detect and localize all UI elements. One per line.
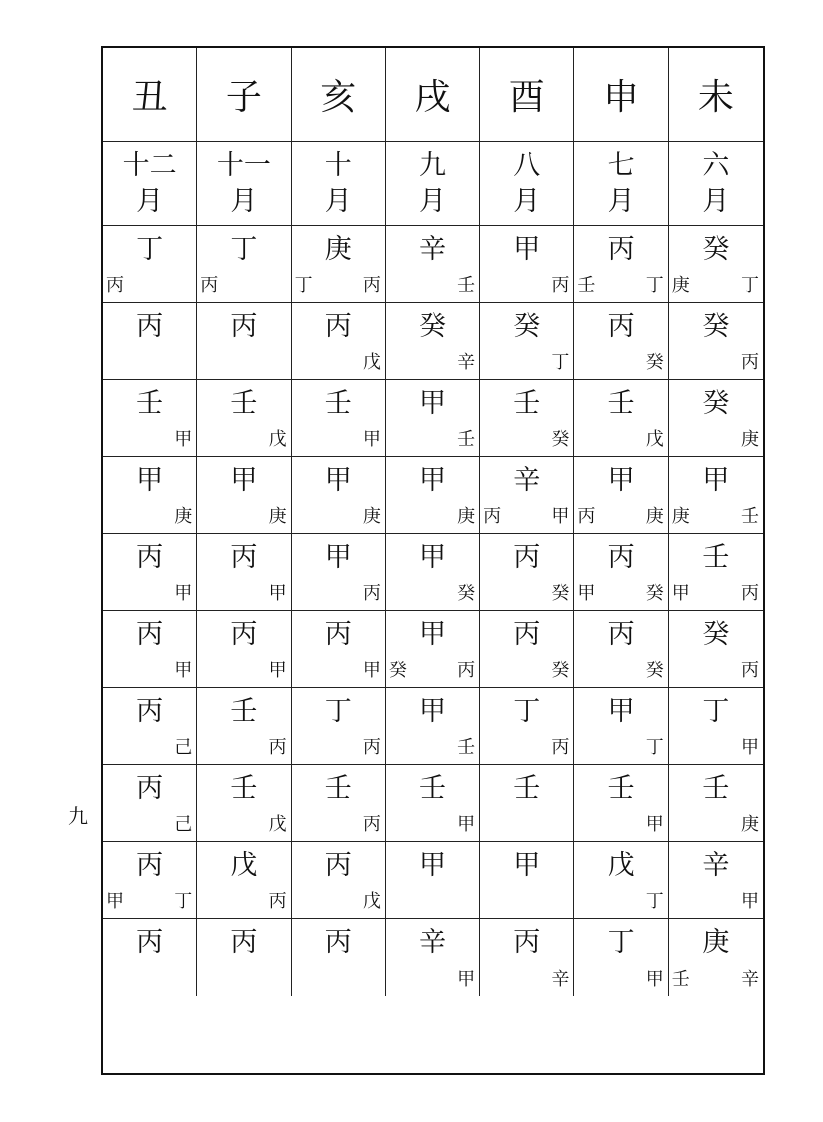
month-label: 十二 月 <box>103 142 197 226</box>
sub-stem-left: 甲 <box>577 583 596 604</box>
sub-stem-right: 丙 <box>740 660 759 681</box>
main-stem: 丙 <box>136 311 164 342</box>
main-stem: 癸 <box>702 234 730 265</box>
stem-cell <box>669 765 763 842</box>
main-stem: 甲 <box>418 465 446 496</box>
sub-stem-right: 癸 <box>551 583 570 604</box>
stem-cell <box>574 688 668 765</box>
branch-header: 亥 <box>292 48 386 142</box>
stem-cell <box>480 457 574 534</box>
sub-stem-right: 丙 <box>362 583 381 604</box>
stem-cell <box>574 765 668 842</box>
stem-cell <box>480 919 574 996</box>
sub-stem-left: 丁 <box>294 275 313 296</box>
stem-cell <box>386 842 480 919</box>
main-stem: 丙 <box>324 619 352 650</box>
stem-cell <box>669 380 763 457</box>
main-stem: 癸 <box>702 311 730 342</box>
stem-cell <box>197 842 291 919</box>
stem-cell <box>480 688 574 765</box>
sub-stem-right: 庚 <box>740 429 759 450</box>
main-stem: 甲 <box>607 465 635 496</box>
sub-stem-right: 甲 <box>174 429 193 450</box>
stem-cell <box>669 226 763 303</box>
main-stem: 丙 <box>230 542 258 573</box>
stem-cell <box>197 380 291 457</box>
stem-cell <box>386 765 480 842</box>
main-stem: 辛 <box>702 850 730 881</box>
main-stem: 戊 <box>230 850 258 881</box>
sub-stem-left: 壬 <box>577 275 596 296</box>
sub-stem-right: 辛 <box>551 969 570 990</box>
branch-header: 未 <box>669 48 763 142</box>
main-stem: 壬 <box>702 773 730 804</box>
sub-stem-left: 癸 <box>388 660 407 681</box>
stem-cell <box>103 534 197 611</box>
stem-cell <box>292 611 386 688</box>
sub-stem-right: 戊 <box>362 352 381 373</box>
stem-cell <box>386 611 480 688</box>
sub-stem-left: 甲 <box>671 583 690 604</box>
main-stem: 壬 <box>607 773 635 804</box>
stem-cell <box>386 380 480 457</box>
sub-stem-right: 癸 <box>551 660 570 681</box>
sub-stem-right: 甲 <box>740 891 759 912</box>
main-stem: 壬 <box>230 696 258 727</box>
sub-stem-right: 丙 <box>362 737 381 758</box>
main-stem: 丙 <box>136 542 164 573</box>
sub-stem-left: 丙 <box>577 506 596 527</box>
main-stem: 丙 <box>513 927 541 958</box>
main-stem: 甲 <box>230 465 258 496</box>
stem-cell <box>574 919 668 996</box>
main-stem: 癸 <box>702 619 730 650</box>
main-stem: 丙 <box>136 696 164 727</box>
main-stem: 丙 <box>607 311 635 342</box>
main-stem: 丁 <box>607 927 635 958</box>
stem-cell <box>669 688 763 765</box>
main-stem: 癸 <box>702 388 730 419</box>
stem-cell <box>480 842 574 919</box>
sub-stem-right: 癸 <box>457 583 476 604</box>
stem-cell <box>197 457 291 534</box>
stem-cell <box>292 226 386 303</box>
sub-stem-right: 甲 <box>645 814 664 835</box>
sub-stem-right: 壬 <box>457 275 476 296</box>
main-stem: 丙 <box>136 619 164 650</box>
sub-stem-right: 壬 <box>457 429 476 450</box>
stem-cell <box>103 611 197 688</box>
sub-stem-right: 甲 <box>740 737 759 758</box>
sub-stem-right: 丙 <box>551 737 570 758</box>
sub-stem-right: 癸 <box>645 583 664 604</box>
sub-stem-right: 癸 <box>551 429 570 450</box>
stem-cell <box>103 457 197 534</box>
sub-stem-right: 癸 <box>645 352 664 373</box>
sub-stem-right: 庚 <box>740 814 759 835</box>
month-label: 七 月 <box>574 142 668 226</box>
branch-header: 申 <box>574 48 668 142</box>
sub-stem-right: 丙 <box>268 891 287 912</box>
stem-cell <box>292 303 386 380</box>
stem-cell <box>197 765 291 842</box>
main-stem: 壬 <box>136 388 164 419</box>
main-stem: 丙 <box>324 311 352 342</box>
stem-cell <box>480 534 574 611</box>
stem-cell <box>386 303 480 380</box>
sub-stem-right: 丙 <box>457 660 476 681</box>
main-stem: 丙 <box>324 927 352 958</box>
stem-cell <box>103 688 197 765</box>
stem-cell <box>292 765 386 842</box>
sub-stem-right: 己 <box>174 737 193 758</box>
stem-cell <box>669 611 763 688</box>
main-stem: 壬 <box>513 388 541 419</box>
month-label: 十一 月 <box>197 142 291 226</box>
main-stem: 辛 <box>513 465 541 496</box>
sub-stem-left: 丙 <box>483 506 502 527</box>
main-stem: 丙 <box>230 927 258 958</box>
stem-cell <box>197 919 291 996</box>
sub-stem-left: 庚 <box>671 506 690 527</box>
sub-stem-right: 丁 <box>551 352 570 373</box>
sub-stem-right: 甲 <box>551 506 570 527</box>
sub-stem-right: 庚 <box>457 506 476 527</box>
stem-cell <box>292 380 386 457</box>
stem-cell <box>292 457 386 534</box>
sub-stem-right: 庚 <box>174 506 193 527</box>
sub-stem-right: 甲 <box>174 660 193 681</box>
stem-cell <box>292 842 386 919</box>
main-stem: 丙 <box>607 542 635 573</box>
stem-cell <box>669 303 763 380</box>
main-stem: 丙 <box>230 619 258 650</box>
main-stem: 丙 <box>607 619 635 650</box>
branch-header: 子 <box>197 48 291 142</box>
stem-cell <box>103 226 197 303</box>
branch-header: 戌 <box>386 48 480 142</box>
stem-cell <box>197 226 291 303</box>
main-stem: 丙 <box>513 542 541 573</box>
stem-cell <box>574 380 668 457</box>
sub-stem-right: 甲 <box>457 814 476 835</box>
sub-stem-right: 丁 <box>645 275 664 296</box>
main-stem: 壬 <box>513 773 541 804</box>
sub-stem-right: 辛 <box>457 352 476 373</box>
main-stem: 癸 <box>418 311 446 342</box>
sub-stem-right: 戊 <box>268 814 287 835</box>
main-stem: 甲 <box>702 465 730 496</box>
sub-stem-right: 丁 <box>645 737 664 758</box>
sub-stem-right: 甲 <box>268 583 287 604</box>
main-stem: 甲 <box>418 850 446 881</box>
sub-stem-right: 癸 <box>645 660 664 681</box>
main-stem: 壬 <box>607 388 635 419</box>
stem-cell <box>480 611 574 688</box>
main-stem: 甲 <box>418 542 446 573</box>
main-stem: 丙 <box>324 850 352 881</box>
main-stem: 丁 <box>136 234 164 265</box>
stem-cell <box>669 919 763 996</box>
main-stem: 丙 <box>607 234 635 265</box>
stem-cell <box>480 226 574 303</box>
stem-cell <box>292 534 386 611</box>
month-label: 八 月 <box>480 142 574 226</box>
sub-stem-left: 庚 <box>671 275 690 296</box>
stem-cell <box>197 688 291 765</box>
stem-cell <box>574 842 668 919</box>
stem-cell <box>574 457 668 534</box>
stem-cell <box>386 688 480 765</box>
sub-stem-right: 戊 <box>362 891 381 912</box>
stem-cell <box>103 380 197 457</box>
month-label: 九 月 <box>386 142 480 226</box>
main-stem: 甲 <box>136 465 164 496</box>
main-stem: 丙 <box>230 311 258 342</box>
main-stem: 甲 <box>418 696 446 727</box>
sub-stem-right: 丙 <box>268 737 287 758</box>
sub-stem-right: 庚 <box>268 506 287 527</box>
stem-cell <box>103 303 197 380</box>
main-stem: 壬 <box>418 773 446 804</box>
stem-cell <box>669 842 763 919</box>
main-stem: 甲 <box>607 696 635 727</box>
main-stem: 甲 <box>513 850 541 881</box>
sub-stem-right: 丙 <box>740 583 759 604</box>
stem-cell <box>574 303 668 380</box>
stem-cell <box>574 226 668 303</box>
sub-stem-right: 庚 <box>362 506 381 527</box>
sub-stem-right: 庚 <box>645 506 664 527</box>
stem-cell <box>669 534 763 611</box>
stem-cell <box>103 919 197 996</box>
stem-cell <box>386 919 480 996</box>
main-stem: 庚 <box>702 927 730 958</box>
sub-stem-right: 丁 <box>174 891 193 912</box>
main-stem: 庚 <box>324 234 352 265</box>
sub-stem-right: 己 <box>174 814 193 835</box>
main-stem: 癸 <box>513 311 541 342</box>
sub-stem-right: 甲 <box>268 660 287 681</box>
month-label: 十 月 <box>292 142 386 226</box>
stem-cell <box>386 534 480 611</box>
main-stem: 丁 <box>230 234 258 265</box>
sub-stem-right: 丁 <box>740 275 759 296</box>
main-stem: 壬 <box>230 388 258 419</box>
page-number: 九 <box>68 804 88 828</box>
main-stem: 壬 <box>702 542 730 573</box>
main-stem: 甲 <box>324 542 352 573</box>
stem-cell <box>574 534 668 611</box>
sub-stem-left: 丙 <box>200 275 219 296</box>
sub-stem-right: 甲 <box>362 429 381 450</box>
stem-cell <box>103 765 197 842</box>
sub-stem-right: 丙 <box>362 275 381 296</box>
stems-table <box>101 46 765 1075</box>
sub-stem-right: 甲 <box>362 660 381 681</box>
stem-cell <box>103 842 197 919</box>
main-stem: 辛 <box>418 234 446 265</box>
sub-stem-right: 壬 <box>740 506 759 527</box>
sub-stem-left: 甲 <box>106 891 124 912</box>
main-stem: 壬 <box>230 773 258 804</box>
main-stem: 甲 <box>418 619 446 650</box>
sub-stem-right: 戊 <box>268 429 287 450</box>
main-stem: 壬 <box>324 773 352 804</box>
stem-cell <box>197 534 291 611</box>
stem-cell <box>386 226 480 303</box>
main-stem: 丙 <box>136 773 164 804</box>
sub-stem-right: 壬 <box>457 737 476 758</box>
main-stem: 丙 <box>136 850 164 881</box>
branch-header: 丑 <box>103 48 197 142</box>
sub-stem-left: 壬 <box>671 969 690 990</box>
main-stem: 甲 <box>324 465 352 496</box>
main-stem: 丁 <box>324 696 352 727</box>
main-stem: 丙 <box>136 927 164 958</box>
main-stem: 丁 <box>513 696 541 727</box>
sub-stem-right: 甲 <box>174 583 193 604</box>
stem-cell <box>197 303 291 380</box>
stem-cell <box>386 457 480 534</box>
sub-stem-right: 甲 <box>645 969 664 990</box>
main-stem: 丁 <box>702 696 730 727</box>
main-stem: 丙 <box>513 619 541 650</box>
main-stem: 戊 <box>607 850 635 881</box>
stem-cell <box>480 303 574 380</box>
sub-stem-right: 辛 <box>740 969 759 990</box>
main-stem: 辛 <box>418 927 446 958</box>
stem-cell <box>292 919 386 996</box>
sub-stem-right: 丙 <box>740 352 759 373</box>
stem-cell <box>197 611 291 688</box>
main-stem: 壬 <box>324 388 352 419</box>
sub-stem-right: 丁 <box>645 891 664 912</box>
main-stem: 甲 <box>513 234 541 265</box>
branch-header: 酉 <box>480 48 574 142</box>
sub-stem-left: 丙 <box>106 275 124 296</box>
sub-stem-right: 戊 <box>645 429 664 450</box>
sub-stem-right: 甲 <box>457 969 476 990</box>
month-label: 六 月 <box>669 142 763 226</box>
sub-stem-right: 丙 <box>551 275 570 296</box>
stem-cell <box>574 611 668 688</box>
stem-cell <box>480 765 574 842</box>
stem-cell <box>669 457 763 534</box>
main-stem: 甲 <box>418 388 446 419</box>
stem-cell <box>292 688 386 765</box>
sub-stem-right: 丙 <box>362 814 381 835</box>
stem-cell <box>480 380 574 457</box>
